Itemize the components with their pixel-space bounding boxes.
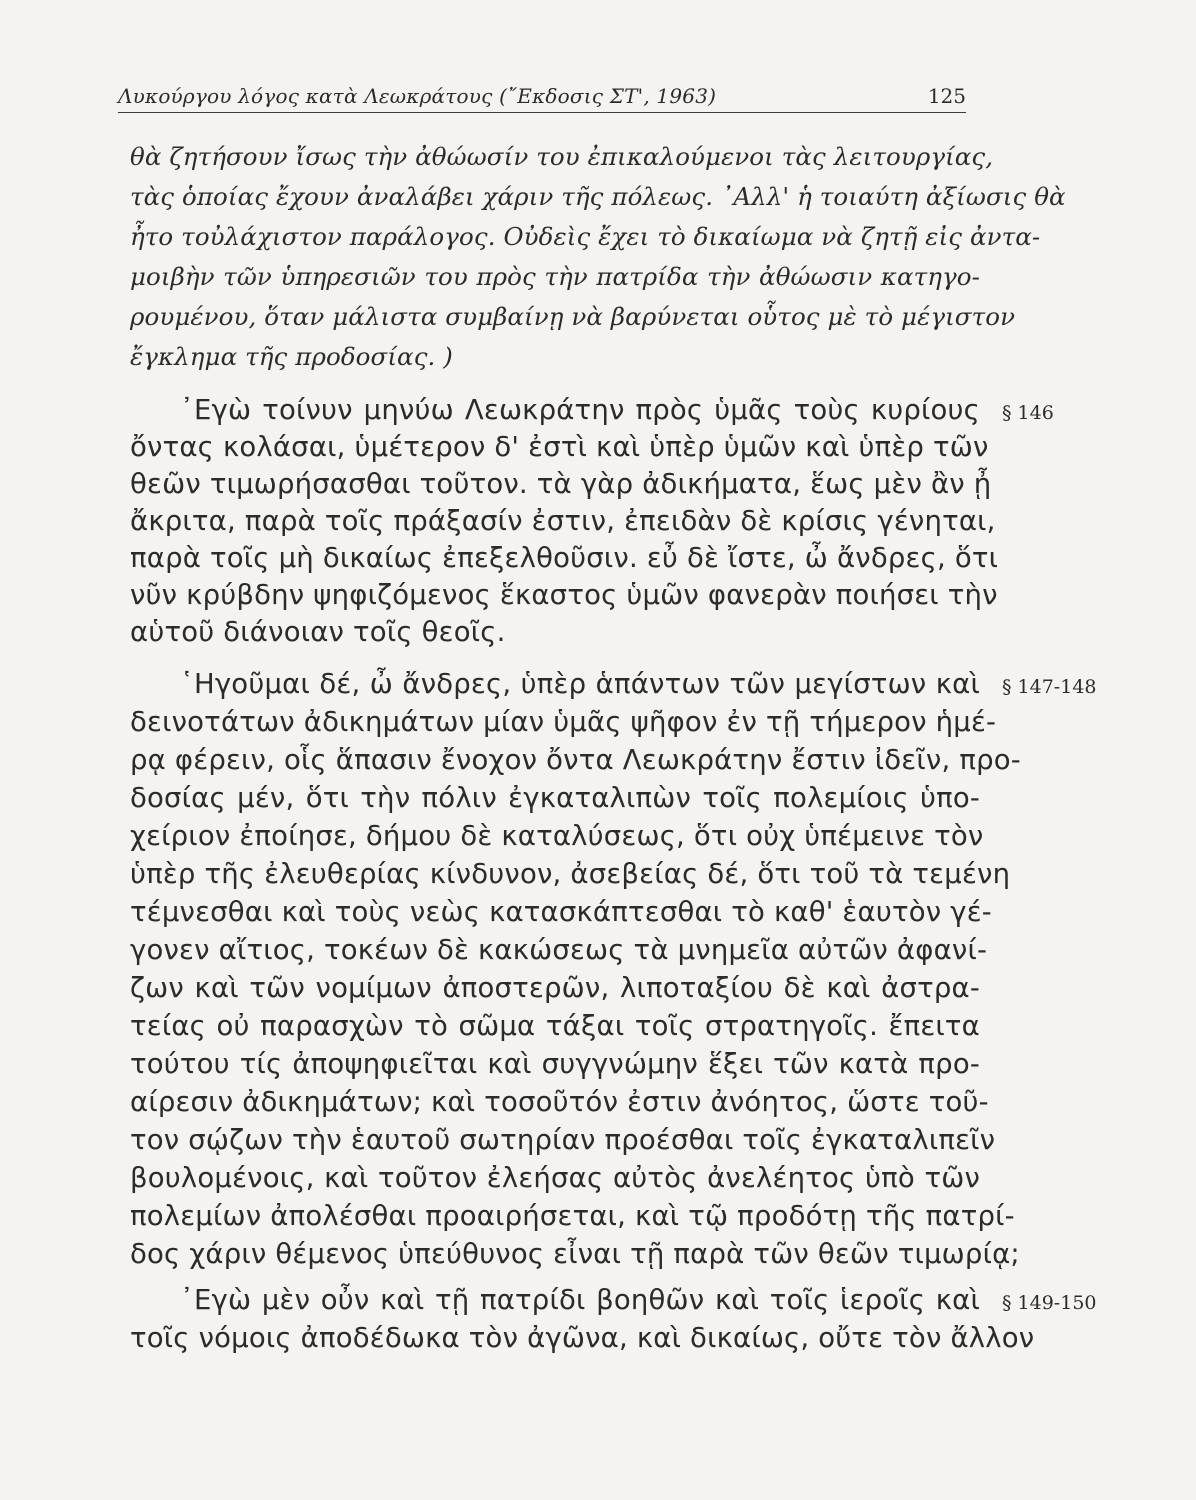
greek-line: παρὰ τοῖς μὴ δικαίως ἐπεξελθοῦσιν. εὖ δὲ ἴστε, ὦ ἄνδρες, ὅτι <box>130 542 999 574</box>
translation-line: ἦτο τοὐλάχιστον παράλογος. Οὐδεὶς ἔχει τὸ δικαίωμα νὰ ζητῇ εἰς ἀντα- <box>130 222 1041 251</box>
greek-line: ῾Ηγοῦμαι δέ, ὦ ἄνδρες, ὑπὲρ ἁπάντων τῶν μεγίστων καὶ <box>180 668 980 700</box>
greek-line: πολεμίων ἀπολέσθαι προαιρήσεται, καὶ τῷ προδότῃ τῆς πατρί- <box>130 1200 1015 1232</box>
greek-line: δος χάριν θέμενος ὑπεύθυνος εἶναι τῇ παρὰ τῶν θεῶν τιμωρίᾳ; <box>130 1238 1020 1270</box>
running-header <box>118 84 966 113</box>
greek-line: τείας οὐ παρασχὼν τὸ σῶμα τάξαι τοῖς στρατηγοῖς. ἔπειτα <box>130 1010 980 1042</box>
greek-line: τοῖς νόμοις ἀποδέδωκα τὸν ἀγῶνα, καὶ δικαίως, οὔτε τὸν ἄλλον <box>130 1322 1035 1354</box>
greek-line: νῦν κρύβδην ψηφιζόμενος ἕκαστος ὑμῶν φανερὰν ποιήσει τὴν <box>130 579 998 611</box>
translation-line: ρουμένου, ὅταν μάλιστα συμβαίνῃ νὰ βαρύνεται οὗτος μὲ τὸ μέγιστον <box>130 302 1016 331</box>
translation-line: ἔγκλημα τῆς προδοσίας. ) <box>130 342 453 371</box>
greek-line: βουλομένοις, καὶ τοῦτον ἐλεήσας αὐτὸς ἀνελέητος ὑπὸ τῶν <box>130 1162 980 1194</box>
greek-line: θεῶν τιμωρήσασθαι τοῦτον. τὰ γὰρ ἀδικήματα, ἕως μὲν ἂν ᾖ <box>130 468 992 500</box>
greek-line: τούτου τίς ἀποψηφιεῖται καὶ συγγνώμην ἕξει τῶν κατὰ προ- <box>130 1048 980 1080</box>
greek-line: ὑπὲρ τῆς ἐλευθερίας κίνδυνον, ἀσεβείας δέ, ὅτι τοῦ τὰ τεμένη <box>130 858 1011 890</box>
running-title: Λυκούργου λόγος κατὰ Λεωκράτους (῎Εκδοσις ΣΤ', 1963) <box>118 84 717 108</box>
greek-line: ὄντας κολάσαι, ὑμέτερον δ' ἐστὶ καὶ ὑπὲρ ὑμῶν καὶ ὑπὲρ τῶν <box>130 431 989 463</box>
greek-line: ᾿Εγὼ τοίνυν μηνύω Λεωκράτην πρὸς ὑμᾶς τοὺς κυρίους <box>180 394 980 426</box>
greek-line: γονεν αἴτιος, τοκέων δὲ κακώσεως τὰ μνημεῖα αὐτῶν ἀφανί- <box>130 934 988 966</box>
greek-line: δοσίας μέν, ὅτι τὴν πόλιν ἐγκαταλιπὼν τοῖς πολεμίοις ὑπο- <box>130 782 980 814</box>
section-marker: § 146 <box>1002 402 1054 424</box>
greek-line: αὑτοῦ διάνοιαν τοῖς θεοῖς. <box>130 616 506 648</box>
greek-line: χείριον ἐποίησε, δήμου δὲ καταλύσεως, ὅτι οὐχ ὑπέμεινε τὸν <box>130 820 984 852</box>
greek-line: αίρεσιν ἀδικημάτων; καὶ τοσοῦτόν ἐστιν ἀνόητος, ὥστε τοῦ- <box>130 1086 989 1118</box>
translation-line: τὰς ὁποίας ἔχουν ἀναλάβει χάριν τῆς πόλεως. ᾿Αλλ' ἡ τοιαύτη ἀξίωσις θὰ <box>130 182 1066 211</box>
section-marker: § 149-150 <box>1002 1292 1097 1314</box>
greek-line: ᾿Εγὼ μὲν οὖν καὶ τῇ πατρίδι βοηθῶν καὶ τοῖς ἱεροῖς καὶ <box>180 1284 980 1316</box>
translation-line: μοιβὴν τῶν ὑπηρεσιῶν του πρὸς τὴν πατρίδα τὴν ἀθώωσιν κατηγο- <box>130 262 980 291</box>
greek-line: δεινοτάτων ἀδικημάτων μίαν ὑμᾶς ψῆφον ἐν τῇ τήμερον ἡμέ- <box>130 706 997 738</box>
greek-line: ζων καὶ τῶν νομίμων ἀποστερῶν, λιποταξίου δὲ καὶ ἀστρα- <box>130 972 980 1004</box>
greek-line: ρᾳ φέρειν, οἷς ἅπασιν ἔνοχον ὄντα Λεωκράτην ἔστιν ἰδεῖν, προ- <box>130 744 1021 776</box>
greek-line: τέμνεσθαι καὶ τοὺς νεὼς κατασκάπτεσθαι τὸ καθ' ἑαυτὸν γέ- <box>130 896 992 928</box>
section-marker: § 147-148 <box>1002 676 1097 698</box>
greek-line: τον σῴζων τὴν ἑαυτοῦ σωτηρίαν προέσθαι τοῖς ἐγκαταλιπεῖν <box>130 1124 996 1156</box>
page-number: 125 <box>927 84 966 108</box>
translation-line: θὰ ζητήσουν ἴσως τὴν ἀθώωσίν του ἐπικαλούμενοι τὰς λειτουργίας, <box>130 142 994 171</box>
greek-line: ἄκριτα, παρὰ τοῖς πράξασίν ἐστιν, ἐπειδὰν δὲ κρίσις γένηται, <box>130 505 996 537</box>
